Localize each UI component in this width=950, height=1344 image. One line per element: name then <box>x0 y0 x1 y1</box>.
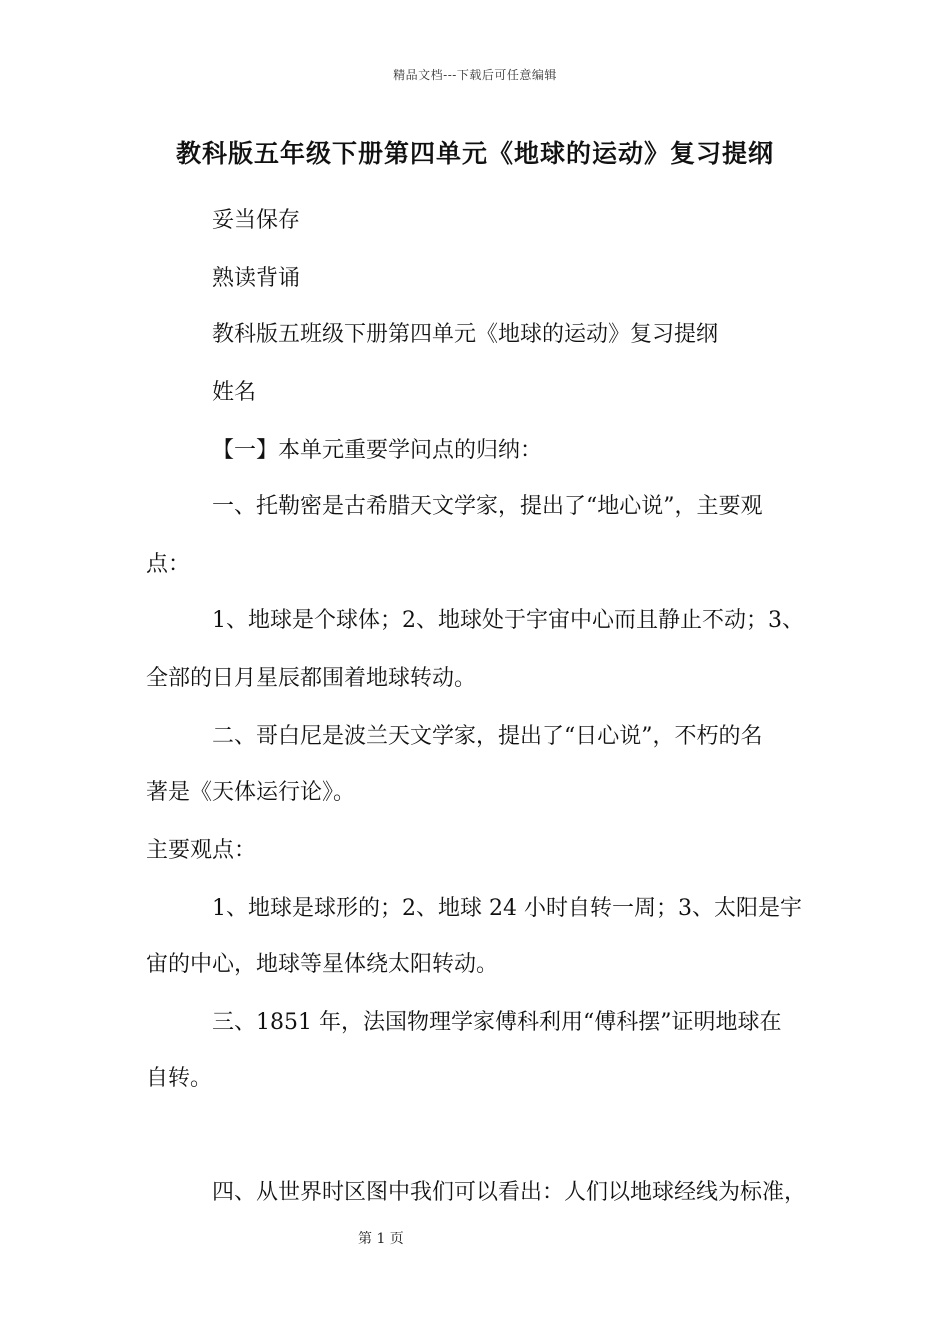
paragraph-line: 主要观点： <box>146 838 257 863</box>
paragraph-line: 1、地球是球形的；2、地球 24 小时自转一周；3、太阳是宇 <box>212 896 802 921</box>
paragraph-line: 熟读背诵 <box>212 266 301 291</box>
header-note: 精品文档---下载后可任意编辑 <box>393 68 557 82</box>
paragraph-line: 姓名 <box>212 380 257 405</box>
paragraph-line: 三、1851 年，法国物理学家傅科利用“傅科摆”证明地球在 <box>212 1010 782 1035</box>
paragraph-line: 全部的日月星辰都围着地球转动。 <box>146 666 477 691</box>
paragraph-line: 四、从世界时区图中我们可以看出：人们以地球经线为标准， <box>212 1180 807 1205</box>
paragraph-line: 著是《天体运行论》。 <box>146 780 356 805</box>
section-heading: 【一】本单元重要学问点的归纳： <box>212 438 543 463</box>
paragraph-line: 教科版五班级下册第四单元《地球的运动》复习提纲 <box>212 322 719 347</box>
paragraph-line: 自转。 <box>146 1066 213 1091</box>
paragraph-line: 二、哥白尼是波兰天文学家，提出了“日心说”，不朽的名 <box>212 724 763 749</box>
paragraph-line: 妥当保存 <box>212 208 301 233</box>
document-title: 教科版五年级下册第四单元《地球的运动》复习提纲 <box>175 139 774 168</box>
paragraph-line: 一、托勒密是古希腊天文学家，提出了“地心说”，主要观 <box>212 494 763 519</box>
paragraph-line: 宙的中心，地球等星体绕太阳转动。 <box>146 952 499 977</box>
paragraph-line: 点： <box>146 552 191 577</box>
paragraph-line: 1、地球是个球体；2、地球处于宇宙中心而且静止不动；3、 <box>212 608 804 633</box>
page-number: 第 1 页 <box>358 1231 404 1247</box>
